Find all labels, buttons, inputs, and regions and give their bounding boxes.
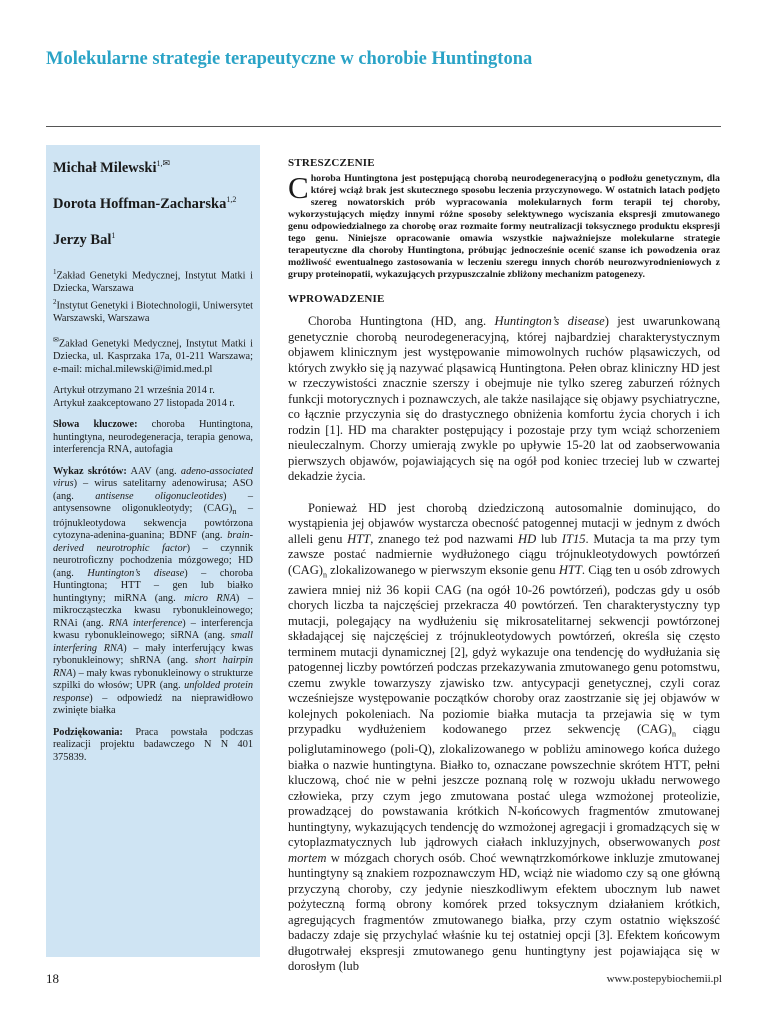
accepted-date: Artykuł zaakceptowano 27 listopada 2014 r. xyxy=(53,397,235,409)
keywords-text: choroba Huntingtona, huntingtyna, neurodegeneracja, terapia genowa, interferencja RNA, autofagia xyxy=(53,419,253,456)
author-name: Michał Milewski xyxy=(53,159,157,176)
article-title: Molekularne strategie terapeutyczne w chorobie Huntingtona xyxy=(46,49,533,69)
website-link[interactable]: www.postepybiochemii.pl xyxy=(606,973,722,985)
article-dates xyxy=(53,385,253,410)
abbreviations: Wykaz skrótów: AAV (ang. adeno-associated virus) – wirus satelitarny adenowirusa; ASO (ang. antisense oligonucleotides) – antysensowne oligonukleotydy; $(CAG)_n$ – trójnukleotydowa sekwencja powtórzona cytozyna-adenina-guanina; BDNF (ang. brain-derived neurotrophic factor) – czynnik neurotroficzny pochodzenia mózgowego; HD (ang. Huntington’s disease) – choroba Huntingtona; HTT – gen lub białko huntingtyny; miRNA (ang. micro RNA) – mikrocząsteczka kwasu rybonukleinowego; RNAi (ang. RNA interference) – interferencja kwasu rybonukleinowego; siRNA (ang. small interfering RNA) – mały interferujący kwas rybonukleinowy; shRNA (ang. short hairpin RNA) – mały kwas rybonukleinowy o strukturze szpilki do włosów; UPR (ang. unfolded protein response) – odpowiedź na nieprawidłowo zwinięte białka xyxy=(53,465,254,717)
paragraph-2: Ponieważ HD jest chorobą dziedziczoną autosomalnie dominująco, do wystąpienia jej objawów wystarcza obecność patogennej mutacji w jednym z dwóch alleli genu HTT, znanego też pod nazwami HD lub IT15. Mutacja ta ma przy tym zawsze postać nadmiernie wydłużonego ciągu trójnukleotydowych powtórzeń $(CAG)_n$ zlokalizowanego w pierwszym eksonie genu HTT. Ciąg ten u osób zdrowych zawiera mniej niż 36 kopii CAG (na ogół 10-26 powtórzeń), podczas gdy u osób chorych liczba ta najczęściej przekracza 40 powtórzeń. Ten charakterystyczny typ mutacji, polegający na wydłużeniu się mikrosatelitarnej sekwencji powtórzonej składającej się najczęściej z trójnukleotydowych powtórzeń, określa się często terminem mutacji dynamicznej [2], gdyż wykazuje ona tendencję do wydłużania się patogennej liczby powtórzeń podczas przekazywania zmutowanego genu potomstwu, czemu zwykle towarzyszy zjawisko tzw. antycypacji genetycznej, czyli coraz wcześniejsze występowanie początków choroby oraz zaostrzanie się jej objawów w kolejnych pokoleniach. Na poziomie białka mutacja ta przejawia się w tym przypadku wydłużeniem kodowanego przez sekwencję $(CAG)_n$ ciągu poliglutaminowego (poli-Q), zlokalizowanego w pobliżu aminowego końca dużego białka o nazwie huntingtyna. Białko to, oznaczane powszechnie skrótem HTT, pełni kluczową, choć nie w pełni jeszcze poznaną rolę w rozwoju układu nerwowego człowieka, przy czym jego zmutowana postać ulega wzmożonej proteolizie, prowadzącej do powstawania krótkich N-końcowych fragmentów zmutowanej huntingtyny, wykazujących tendencję do wzmożonej agregacji i gromadzących się w cytoplazmatycznych lub jądrowych ciałach inkluzyjnych, obserwowanych post mortem w mózgach chorych osób. Choć wewnątrzkomórkowe inkluzje zmutowanej huntingtyny są znakiem rozpoznawczym HD, wciąż nie wiadomo czy są one główną przyczyną choroby, czy jedynie nieszkodliwym efektem ubocznym lub nawet pożyteczną formą obrony komórek przed toksycznym działaniem krótkich, agregujących fragmentów zmutowanego białka, przy czym ostatnio większość badaczy zdaje się przychylać właśnie ku tej ostatniej opcji [3]. Efektem końcowym długotrwałej ekspresji zmutowanego genu huntingtyny jest pojawiająca się w dorosłym (lub xyxy=(288,500,721,974)
main-column xyxy=(288,157,720,991)
drop-cap: C xyxy=(288,170,309,205)
keywords xyxy=(53,419,253,457)
paragraph-1: Choroba Huntingtona (HD, ang. Huntington’s disease) jest uwarunkowaną genetycznie chorobą neurodegeneracyjną, której najbardziej charakterystycznym objawem klinicznym jest występowanie mimowolnych ruchów pląsawiczych, od których zwykło się ją nazywać pląsawicą Huntingtona. Pełen obraz kliniczny HD jest w rzeczywistości znacznie szerszy i obejmuje nie tylko szereg zaburzeń różnych funkcji motorycznych i poznawczych, ale także nasilające się objawy psychiatryczne, co łącznie przyczynia się do drastycznego obniżenia komfortu życia chorych i ich rodzin [1]. HD ma charakter postępujący i pozostaje przy tym wciąż schorzeniem nieuleczalnym. Chorzy umierają zwykle po upływie 15-20 lat od zaobserwowania pierwszych objawów, pojawiających się na ogół pod koniec trzeciej lub w czwartej dekadzie życia. xyxy=(288,314,720,483)
affiliations xyxy=(53,266,253,325)
introduction-heading: WPROWADZENIE xyxy=(288,293,385,305)
sidebar-panel xyxy=(46,145,260,957)
envelope-icon[interactable]: ✉ xyxy=(162,158,171,168)
acknowledgements: Podziękowania: Praca powstała podczas realizacji projektu badawczego N N 401 375839. xyxy=(53,726,254,763)
received-date: Artykuł otrzymano 21 września 2014 r. xyxy=(53,385,215,397)
author-affiliation-mark: 1, xyxy=(156,159,163,168)
header-rule xyxy=(46,126,721,127)
author-affiliation-mark: 1 xyxy=(111,230,116,240)
envelope-icon: ✉ xyxy=(53,336,59,345)
affiliation-2: $^2$Instytut Genetyki i Biotechnologii, Uniwersytet Warszawski, Warszawa xyxy=(53,297,253,324)
page-number: 18 xyxy=(46,971,59,986)
author-hoffman-zacharska xyxy=(53,191,253,213)
author-milewski xyxy=(53,155,253,177)
abstract-heading: STRESZCZENIE xyxy=(288,157,375,169)
affiliation-1: $^1$Zakład Genetyki Medycznej, Instytut Matki i Dziecka, Warszawa xyxy=(53,268,253,295)
abstract-text: Choroba Huntingtona jest postępującą chorobą neurodegeneracyjną o podłożu genetycznym, dla której wciąż brak jest skutecznego sposobu leczenia przyczynowego. W ostatnich latach podjęto szereg nowatorskich prób wypracowania molekularnych form terapii tej choroby, wykorzystujących między innymi różne sposoby selektywnego wyciszania ekspresji zmutowanego genu odpowiedzialnego za chorobę oraz rozmaite formy neutralizacji toksycznego produktu ekspresji tego genu. Niniejsze opracowanie omawia wszystkie najważniejsze molekularne strategie terapeutyczne dla choroby Huntingtona, próbując jednocześnie ocenić szanse ich powodzenia oraz możliwość ewentualnego zastosowania w leczeniu szeregu innych chorób neurozwyrodnieniowych z grupy proteinopatii, wykazujących przypuszczalnie zbliżony mechanizm patogenezy. xyxy=(288,170,720,280)
author-affiliation-mark: 1,2 xyxy=(226,194,237,204)
keywords-label: Słowa kluczowe: xyxy=(53,419,138,431)
author-bal xyxy=(53,227,253,249)
author-name: Jerzy Bal xyxy=(53,231,112,248)
correspondence-address: ✉Zakład Genetyki Medycznej, Instytut Matki i Dziecka, ul. Kasprzaka 17a, 01-211 Warszawa; e-mail: michal.milewski@imid.med.pl xyxy=(53,336,253,375)
author-name: Dorota Hoffman-Zacharska xyxy=(53,195,227,212)
